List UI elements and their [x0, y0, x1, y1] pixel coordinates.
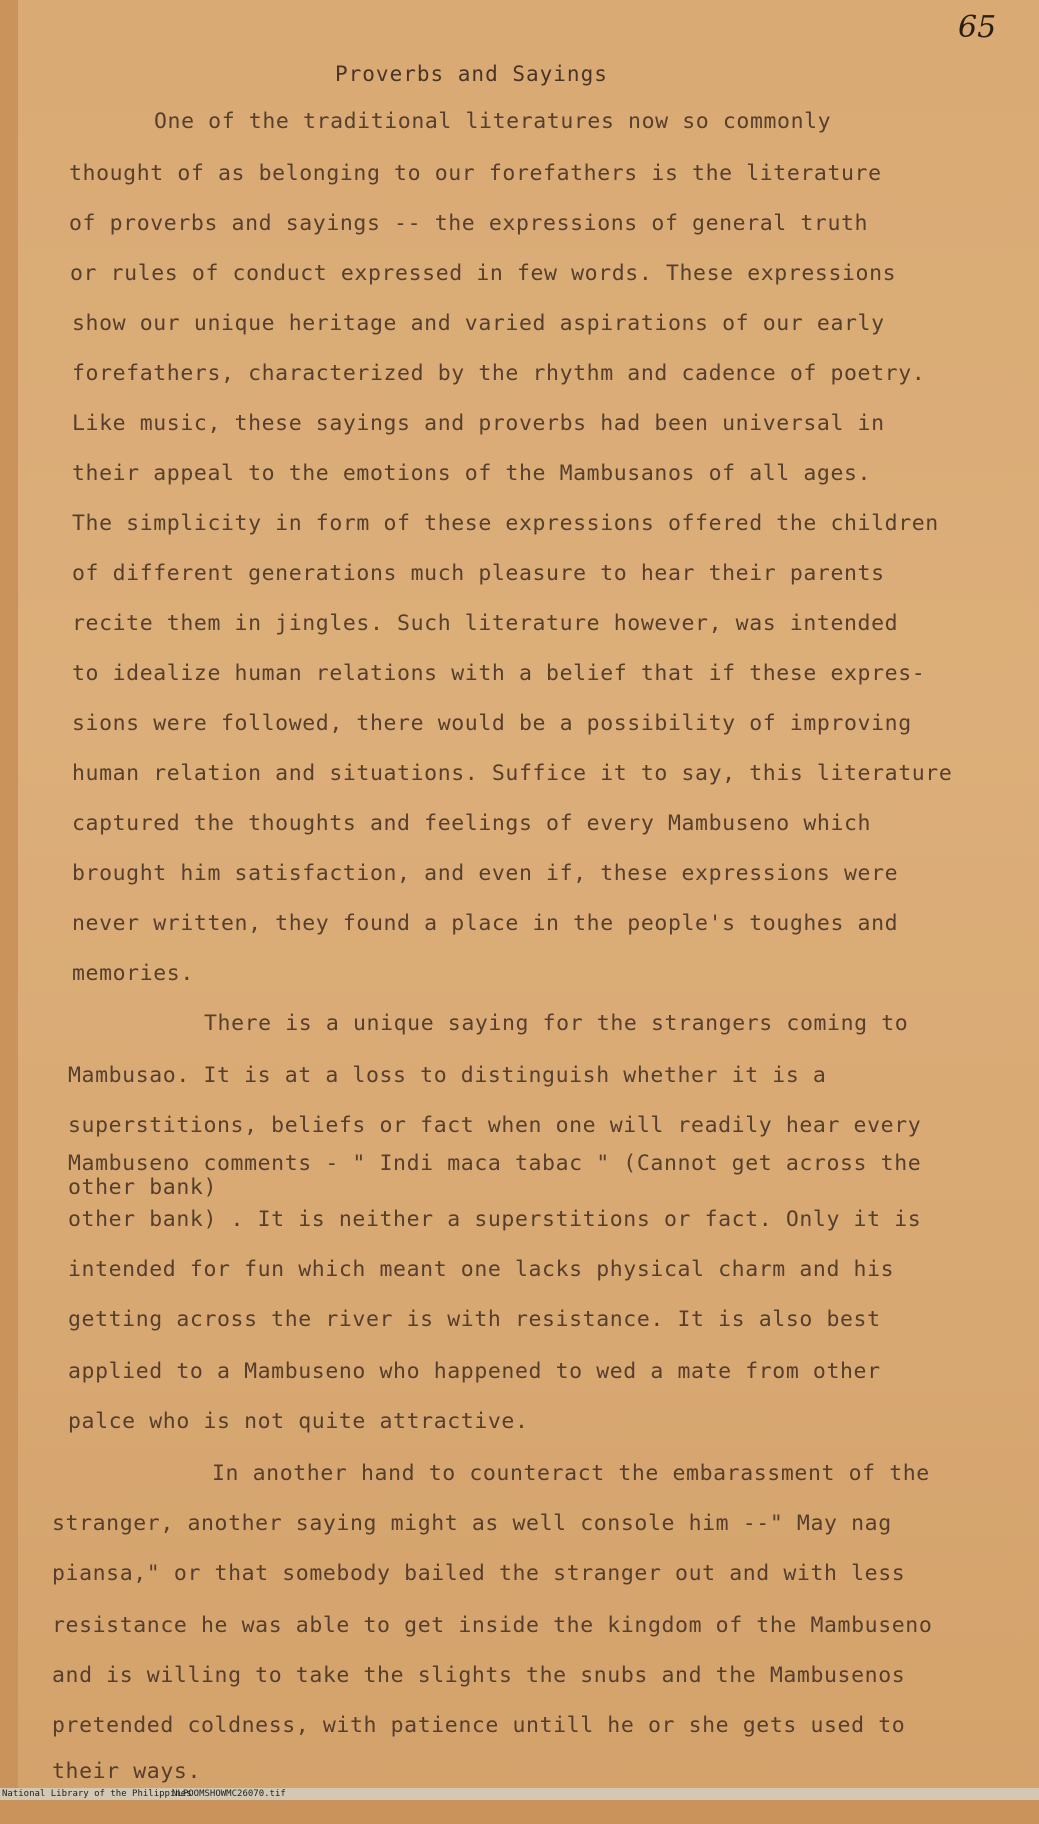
page-number: 65 — [958, 10, 997, 45]
text-line: piansa," or that somebody bailed the stranger out and with less — [52, 1561, 906, 1586]
text-line: Like music, these sayings and proverbs had been universal in — [72, 411, 885, 436]
text-line: human relation and situations. Suffice it to say, this literature — [72, 761, 953, 786]
text-line: palce who is not quite attractive. — [68, 1409, 529, 1434]
text-line: and is willing to take the slights the snubs and the Mambusenos — [52, 1663, 906, 1688]
text-line: stranger, another saying might as well console him --" May nag — [52, 1511, 892, 1536]
text-line: forefathers, characterized by the rhythm and cadence of poetry. — [72, 361, 926, 386]
text-line: their appeal to the emotions of the Mambusanos of all ages. — [72, 461, 872, 486]
body-text — [18, 0, 1039, 1790]
text-line: other bank) . It is neither a superstitions or fact. Only it is — [68, 1207, 922, 1232]
text-line: of different generations much pleasure to hear their parents — [72, 561, 885, 586]
text-line: captured the thoughts and feelings of every Mambuseno which — [72, 811, 872, 836]
text-line: resistance he was able to get inside the kingdom of the Mambuseno — [52, 1613, 933, 1638]
archive-footer — [0, 1788, 1039, 1800]
footer-file-name: NLPOOMSHOWMC26070.tif — [172, 1789, 286, 1799]
text-line: memories. — [72, 961, 194, 986]
text-line: other bank) — [68, 1175, 217, 1200]
text-line: of proverbs and sayings -- the expressions of general truth — [69, 211, 869, 236]
text-line: brought him satisfaction, and even if, these expressions were — [72, 861, 899, 886]
text-line: One of the traditional literatures now so commonly — [154, 109, 832, 134]
text-line: intended for fun which meant one lacks physical charm and his — [68, 1257, 895, 1282]
text-line: The simplicity in form of these expressions offered the children — [72, 511, 939, 536]
text-line: pretended coldness, with patience untill he or she gets used to — [52, 1713, 906, 1738]
text-line: to idealize human relations with a belief that if these expres- — [72, 661, 926, 686]
text-line: getting across the river is with resistance. It is also best — [68, 1307, 881, 1332]
text-line: sions were followed, there would be a possibility of improving — [72, 711, 912, 736]
text-line: superstitions, beliefs or fact when one will readily hear every — [68, 1113, 922, 1138]
text-line: applied to a Mambuseno who happened to wed a mate from other — [68, 1359, 881, 1384]
footer-library-name: National Library of the Philippines — [2, 1789, 192, 1799]
text-line: never written, they found a place in the people's toughes and — [72, 911, 899, 936]
text-line: In another hand to counteract the embarassment of the — [212, 1461, 930, 1486]
text-line: recite them in jingles. Such literature however, was intended — [72, 611, 899, 636]
text-line: their ways. — [52, 1759, 201, 1784]
typewritten-page — [18, 0, 1039, 1790]
text-line: or rules of conduct expressed in few words. These expressions — [70, 261, 897, 286]
text-line: show our unique heritage and varied aspirations of our early — [72, 311, 885, 336]
text-line: Mambuseno comments - " Indi maca tabac " (Cannot get across the — [68, 1151, 922, 1176]
page-title: Proverbs and Sayings — [335, 62, 608, 86]
text-line: thought of as belonging to our forefathers is the literature — [69, 161, 882, 186]
text-line: There is a unique saying for the strangers coming to — [204, 1011, 909, 1036]
text-line: Mambusao. It is at a loss to distinguish whether it is a — [68, 1063, 827, 1088]
